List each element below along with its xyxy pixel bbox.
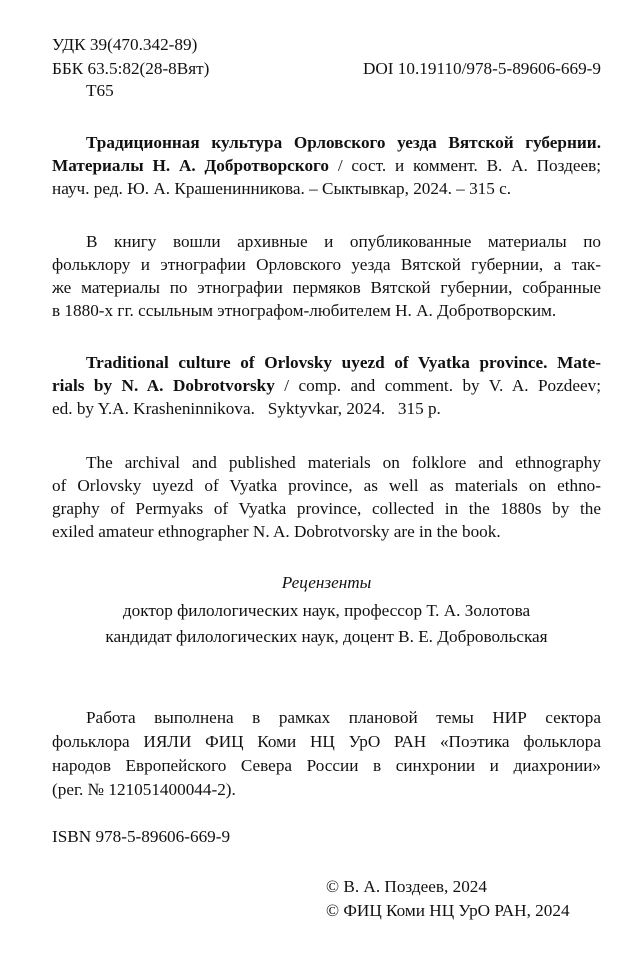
- funding-line: фольклора ИЯЛИ ФИЦ Коми НЦ УрО РАН «Поэтика фольклора: [52, 732, 601, 751]
- en-citation-responsibility: / comp. and comment. by V. A. Pozdeev;: [274, 376, 601, 395]
- isbn: ISBN 978-5-89606-669-9: [52, 827, 231, 846]
- funding-line: народов Европейского Севера России в синхронии и диахронии»: [52, 756, 601, 775]
- en-citation-line-1: Traditional culture of Orlovsky uyezd of Vyatka province. Mate-: [86, 353, 601, 372]
- ru-citation-line-2: [52, 155, 601, 177]
- funding-line: Работа выполнена в рамках плановой темы НИР сектора: [86, 708, 601, 727]
- copyright-author: © В. А. Поздеев, 2024: [326, 877, 487, 896]
- funding-line: (рег. № 121051400044-2).: [52, 780, 236, 799]
- en-abstract-line: The archival and published materials on folklore and ethnography: [86, 453, 601, 472]
- ru-citation-line-1: Традиционная культура Орловского уезда Вятской губернии.: [86, 133, 601, 152]
- en-citation-line-2: [52, 375, 601, 397]
- en-abstract-line: graphy of Permyaks of Vyatka province, collected in the 1880s by the: [52, 499, 601, 518]
- doi: DOI 10.19110/978-5-89606-669-9: [362, 59, 601, 78]
- ru-citation-responsibility: / сост. и коммент. В. А. Поздеев;: [329, 156, 602, 175]
- ru-citation-line-3: науч. ред. Ю. А. Крашенинникова. – Сыктывкар, 2024. – 315 с.: [52, 179, 512, 198]
- ru-citation-title-part: Материалы Н. А. Добротворского: [52, 156, 330, 175]
- author-mark: Т65: [86, 81, 114, 100]
- en-citation-line-3: ed. by Y.A. Krasheninnikova. Syktyvkar, 2024. 315 p.: [52, 399, 441, 418]
- reviewer-1: доктор филологических наук, профессор Т. А. Золотова: [122, 601, 531, 620]
- en-abstract-line: exiled amateur ethnographer N. A. Dobrotvorsky are in the book.: [52, 522, 501, 541]
- ru-abstract-line: В книгу вошли архивные и опубликованные материалы по: [86, 232, 601, 251]
- reviewer-2: кандидат филологических наук, доцент В. Е. Добровольская: [105, 627, 548, 646]
- ru-abstract-line: фольклору и этнографии Орловского уезда Вятской губернии, а так-: [52, 255, 601, 274]
- reviewers-heading: Рецензенты: [281, 573, 372, 592]
- ru-abstract-line: же материалы по этнографии пермяков Вятской губернии, собранные: [52, 278, 601, 297]
- copyright-institution: © ФИЦ Коми НЦ УрО РАН, 2024: [326, 901, 570, 920]
- bbk-code: ББК 63.5:82(28-8Вят): [52, 59, 210, 78]
- en-abstract-line: of Orlovsky uyezd of Vyatka province, as well as materials on ethno-: [52, 476, 601, 495]
- ru-abstract-line: в 1880-х гг. ссыльным этнографом-любителем Н. А. Добротворским.: [52, 301, 557, 320]
- en-citation-title-part: rials by N. A. Dobrotvorsky: [52, 376, 275, 395]
- udk-code: УДК 39(470.342-89): [52, 35, 198, 54]
